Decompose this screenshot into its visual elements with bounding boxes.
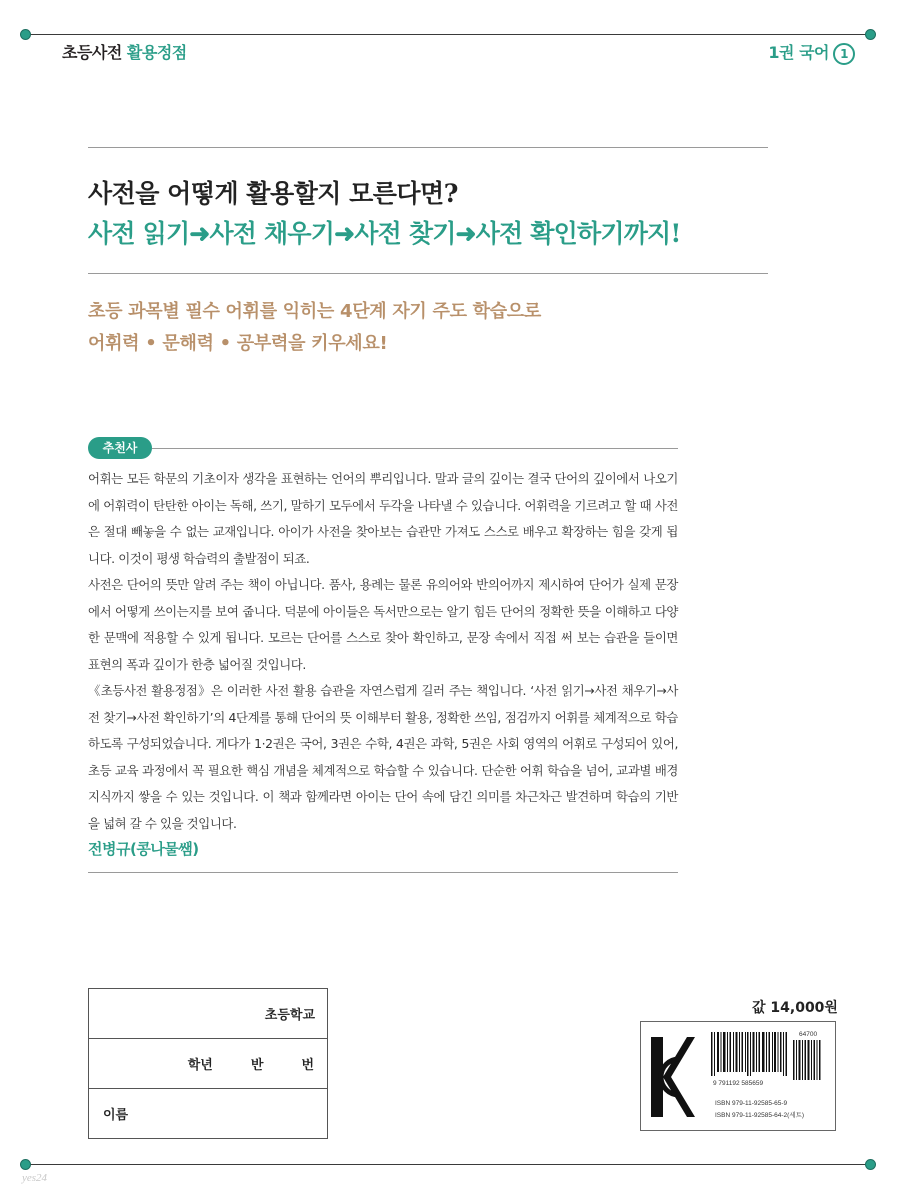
series-accent: 활용정점 [126, 43, 187, 62]
number-label: 번 [301, 1058, 314, 1073]
grade-class-number-field [89, 1039, 328, 1089]
isbn-line-1: ISBN 979-11-92585-65-9 [715, 1100, 788, 1107]
addon-barcode-icon [793, 1040, 821, 1080]
headline-question: 사전을 어떻게 활용할지 모른다면? [88, 179, 458, 208]
barcode-panel [640, 1021, 836, 1131]
recommendation-tag: 추천사 [88, 437, 152, 459]
bottom-right-dot [865, 1159, 876, 1170]
recommendation-bottom-divider [88, 872, 678, 873]
grade-label: 학년 [187, 1058, 213, 1073]
series-title [62, 40, 187, 63]
headline-bottom-divider [88, 273, 768, 274]
recommendation-body [88, 466, 678, 837]
class-label: 반 [250, 1058, 264, 1073]
recommendation-paragraph: 《초등사전 활용정점》은 이러한 사전 활용 습관을 자연스럽게 길러 주는 책입니다. ‘사전 읽기→사전 채우기→사전 찾기→사전 확인하기’의 4단계를 통해 단어의 뜻 이해부터 활용, 정확한 쓰임, 점검까지 어휘를 체계적으로 학습하도록 구성되었습니다. 게다가 1·2권은 국어, 3권은 수학, 4권은 과학, 5권은 사회 영역의 어휘로 구성되어 있어, 초등 교육 과정에서 꼭 필요한 핵심 개념을 체계적으로 학습할 수 있습니다. 단순한 어휘 학습을 넘어, 교과별 배경지식까지 쌓을 수 있는 것입니다. 이 책과 함께라면 아이는 단어 속에 담긴 의미를 차근차근 발견하며 학습의 기반을 넓혀 갈 수 있을 것입니다. [88, 683, 678, 831]
top-left-dot [20, 29, 31, 40]
school-field: 초등학교 [89, 989, 328, 1039]
recommendation-paragraph: 어휘는 모든 학문의 기초이자 생각을 표현하는 언어의 뿌리입니다. 말과 글의 깊이는 결국 단어의 깊이에서 나오기에 어휘력이 탄탄한 아이는 독해, 쓰기, 말하기 모두에서 두각을 나타낼 수 있습니다. 어휘력을 기르려고 할 때 사전은 절대 빼놓을 수 없는 교재입니다. 아이가 사전을 찾아보는 습관만 가져도 스스로 배우고 확장하는 힘을 갖게 됩니다. 이것이 평생 학습력의 출발점이 되죠. [88, 471, 678, 566]
recommendation-paragraph: 사전은 단어의 뜻만 알려 주는 책이 아닙니다. 품사, 용례는 물론 유의어와 반의어까지 제시하여 단어가 실제 문장에서 어떻게 쓰이는지를 보여 줍니다. 덕분에 아이들은 독서만으로는 알기 힘든 단어의 정확한 뜻을 이해하고 다양한 문맥에 적용할 수 있게 됩니다. 모르는 단어를 스스로 찾아 확인하고, 문장 속에서 직접 써 보는 습관을 들이면 표현의 폭과 깊이가 한층 넓어질 것입니다. [88, 577, 678, 672]
volume-number-badge: 1 [833, 43, 855, 65]
headline-steps: 사전 읽기➜사전 채우기➜사전 찾기➜사전 확인하기까지! [88, 219, 681, 248]
bottom-left-dot [20, 1159, 31, 1170]
barcode-icon [711, 1032, 789, 1080]
volume-label [768, 40, 855, 65]
bottom-frame-line [25, 1164, 871, 1165]
barcode-digits: 9 791192 585659 [713, 1080, 764, 1087]
price: 값 14,000원 [752, 1000, 838, 1016]
addon-digits: 64700 [799, 1031, 818, 1038]
top-frame-line [25, 34, 871, 35]
subheadline-line1: 초등 과목별 필수 어휘를 익히는 4단계 자기 주도 학습으로 [88, 301, 541, 322]
volume-text: 1권 국어 [768, 43, 829, 62]
top-right-dot [865, 29, 876, 40]
watermark: yes24 [22, 1172, 48, 1184]
headline-top-divider [88, 147, 768, 148]
student-name-box [88, 988, 328, 1139]
recommendation-divider [152, 448, 678, 449]
name-field: 이름 [89, 1089, 328, 1139]
series-prefix: 초등사전 [62, 43, 127, 62]
kc-mark-icon [651, 1037, 695, 1117]
recommendation-author: 전병규(콩나물쌤) [88, 840, 199, 858]
isbn-line-2: ISBN 979-11-92585-64-2(세트) [715, 1112, 805, 1119]
subheadline-line2: 어휘력 • 문해력 • 공부력을 키우세요! [88, 333, 388, 354]
